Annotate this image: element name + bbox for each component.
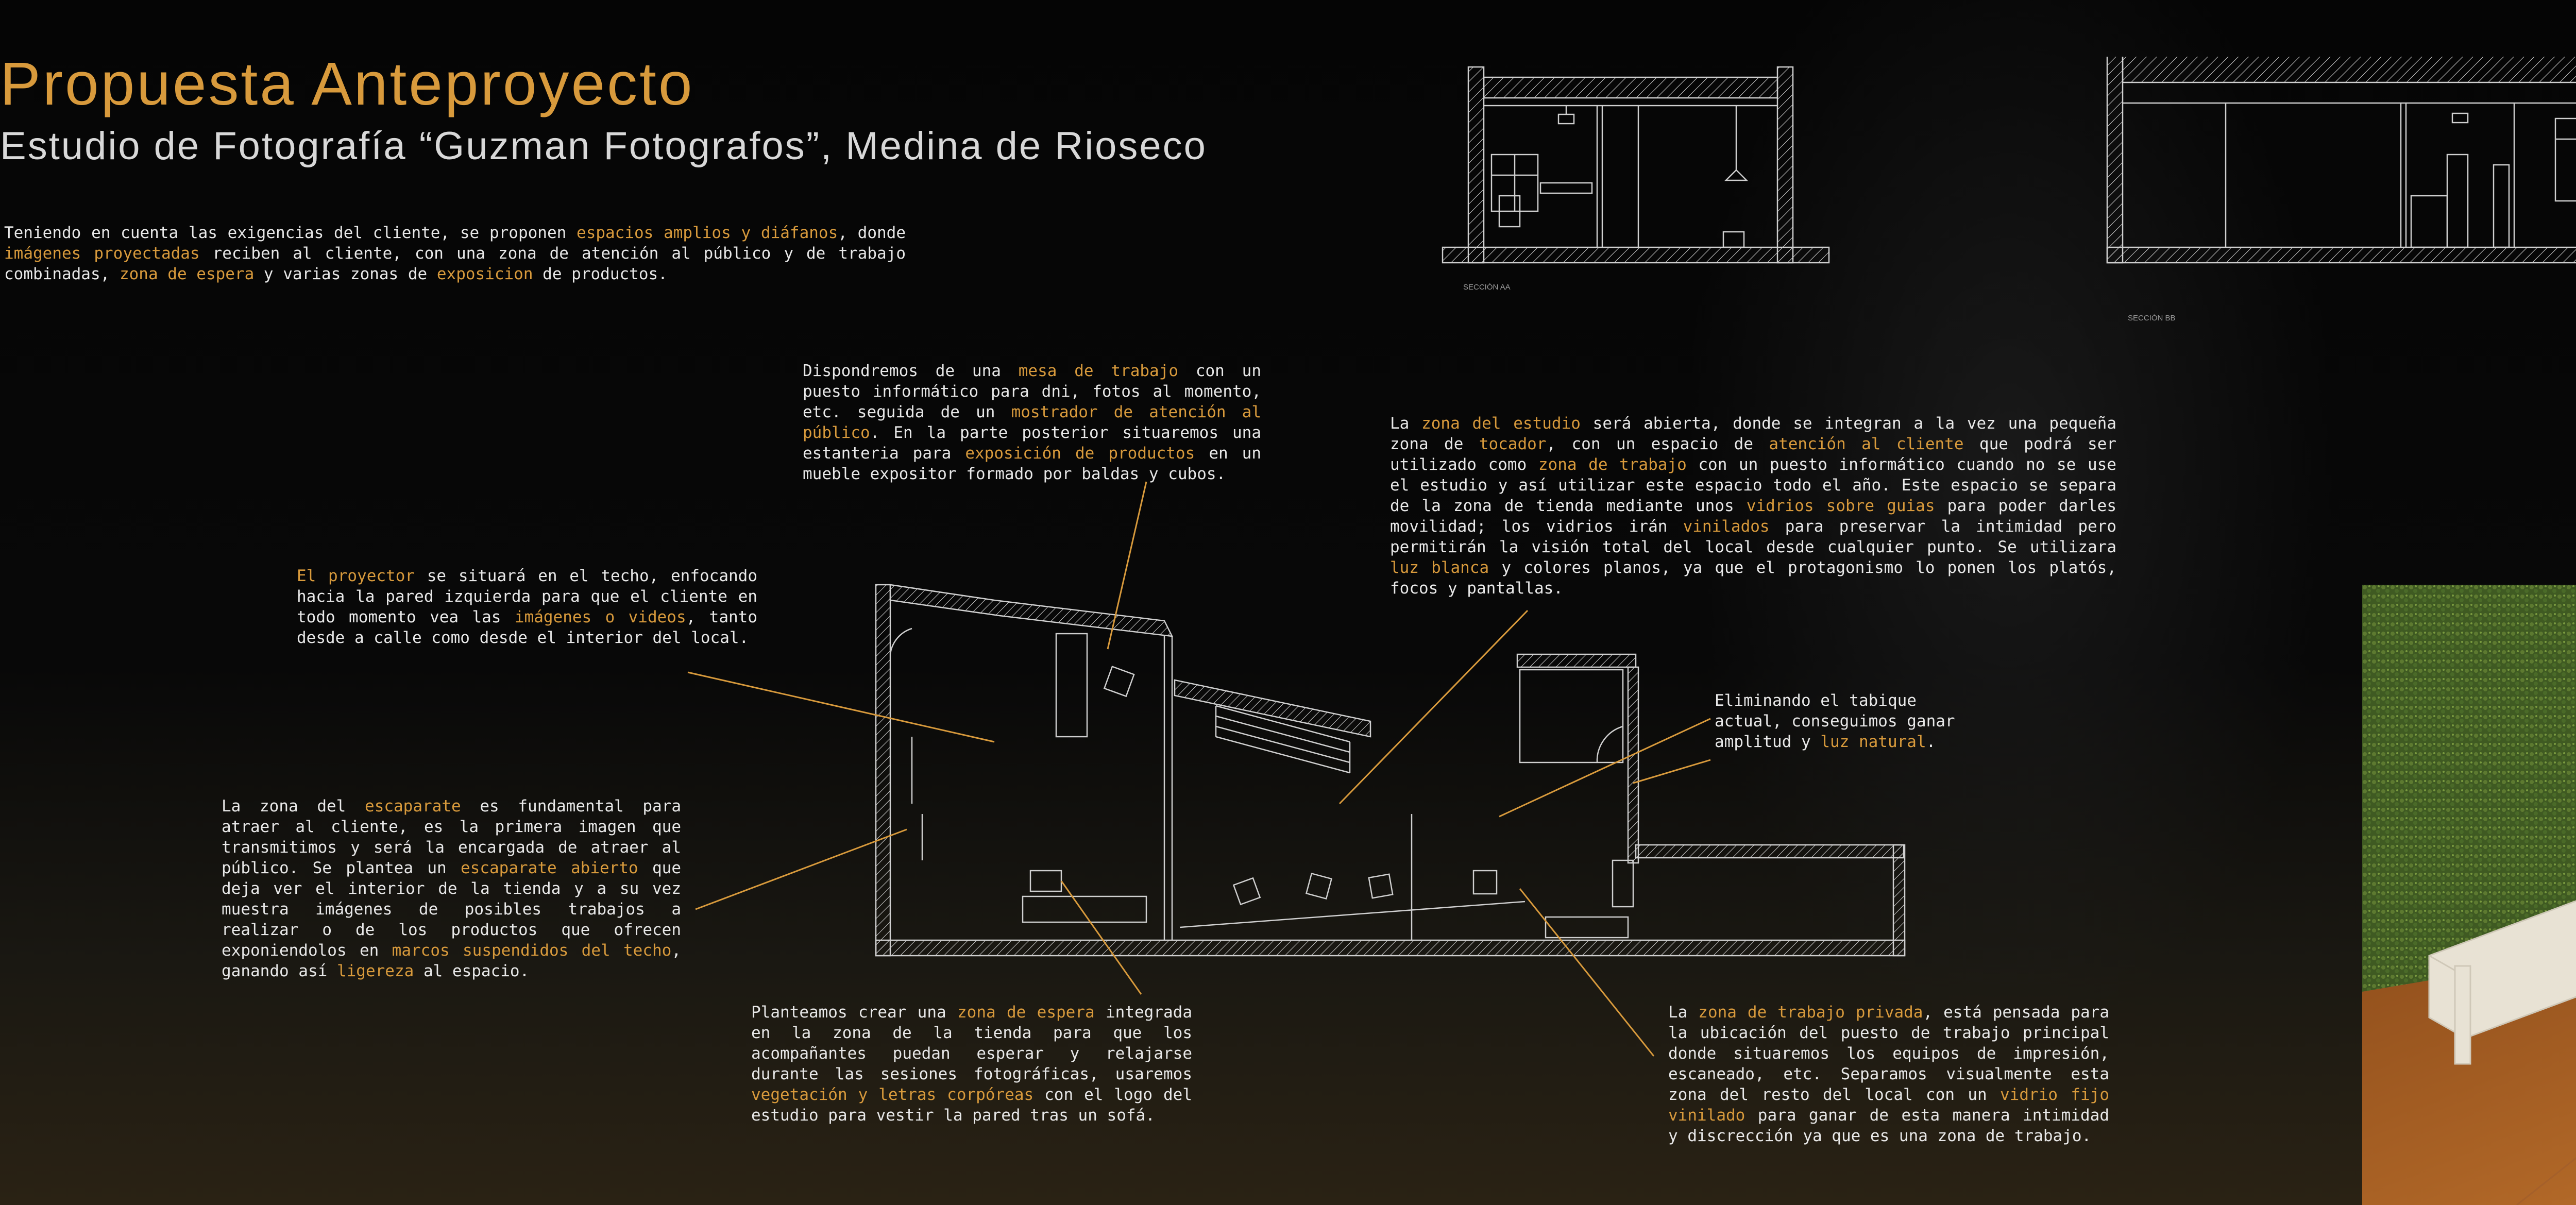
highlight-text: espacios amplios y diáfanos (577, 224, 838, 242)
body-text: y colores planos, ya que el protagonismo lo ponen los platós, focos y pantallas. (1390, 558, 2116, 598)
body-text: se situará en el techo, enfocando hacia la pared izquierda para que el cliente en todo momento vea las (297, 567, 757, 626)
section-bb-drawing (2107, 57, 2576, 263)
body-text: que deja ver el interior de la tienda y a su vez muestra imágenes de posibles trabajos a realizar o de los productos que ofrecen exponiendolos en (222, 859, 681, 960)
body-text: que podrá ser utilizado como (1390, 435, 2117, 474)
body-text: será abierta, donde se integran a la vez una pequeña zona de (1390, 414, 2117, 453)
interior-render (2362, 585, 2576, 1205)
highlight-text: zona de trabajo (1538, 455, 1687, 474)
highlight-text: atención al cliente (1769, 435, 1964, 453)
highlight-text: vidrios sobre guias (1746, 497, 1935, 515)
highlight-text: vinilados (1683, 517, 1770, 536)
highlight-text: zona de trabajo privada (1698, 1003, 1923, 1022)
highlight-text: El proyector (297, 567, 415, 585)
highlight-text: luz blanca (1390, 558, 1489, 577)
note-escaparate (222, 796, 681, 981)
intro-text (4, 223, 906, 284)
body-text: Eliminando el tabique actual, conseguimos ganar amplitud y (1715, 691, 1955, 751)
section-aa-drawing (1443, 67, 1829, 263)
body-text: al espacio. (414, 962, 530, 980)
body-text: , con un espacio de (1546, 435, 1769, 453)
highlight-text: zona de espera (119, 265, 255, 283)
body-text: con el logo del estudio para vestir la pared tras un sofá. (751, 1085, 1192, 1125)
body-text: Dispondremos de una (803, 362, 1019, 380)
body-text: con un puesto informático para dni, fotos al momento, etc. seguida de un (803, 362, 1261, 421)
page-subtitle: Estudio de Fotografía “Guzman Fotografos”, Medina de Rioseco (0, 124, 1207, 168)
body-text: para ganar de esta manera intimidad y discrección ya que es una zona de trabajo. (1668, 1106, 2109, 1145)
note-zona-espera (751, 1002, 1192, 1126)
body-text: Teniendo en cuenta las exigencias del cliente, se proponen (4, 224, 577, 242)
highlight-text: vidrio fijo vinilado (1668, 1085, 2109, 1125)
body-text: . En la parte posterior situaremos una estanteria para (803, 423, 1261, 463)
page-title: Propuesta Anteproyecto (0, 50, 694, 118)
body-text: La (1390, 414, 1422, 433)
note-trabajo-privada (1668, 1002, 2109, 1146)
body-text: reciben al cliente, con una zona de atención al público y de trabajo combinadas, (4, 244, 906, 283)
body-text: Planteamos crear una (751, 1003, 957, 1022)
section-aa-label: SECCIÓN AA (1463, 283, 1511, 292)
body-text: , está pensada para la ubicación del puesto de trabajo principal donde situaremos los equipos de impresión, escaneado, etc. Separamos visualmente esta zona del resto del local con un (1668, 1003, 2110, 1104)
highlight-text: exposición de productos (965, 444, 1195, 463)
highlight-text: zona de espera (957, 1003, 1095, 1022)
highlight-text: imágenes o videos (514, 608, 686, 626)
floor-plan-walls (876, 585, 1905, 956)
highlight-text: zona del estudio (1421, 414, 1581, 433)
body-text: de productos. (533, 265, 668, 283)
note-proyector (297, 566, 757, 648)
note-mesa-trabajo (803, 361, 1261, 484)
body-text: para preservar la intimidad pero permitirán la visión total del local desde cualquier punto. Se utilizara (1390, 517, 2116, 556)
body-text: , donde (838, 224, 906, 242)
body-text: . (1926, 733, 1936, 751)
body-text: La zona del (222, 797, 365, 816)
floor-plan (855, 572, 1906, 969)
body-text: integrada en la zona de la tienda para que los acompañantes puedan esperar y relajarse durante las sesiones fotográficas, usaremos (751, 1003, 1192, 1083)
highlight-text: mostrador de atención al público (803, 403, 1261, 442)
body-text: y varias zonas de (254, 265, 437, 283)
body-text: , ganando así (222, 941, 681, 980)
building-sections (1432, 57, 2576, 335)
body-text: con un puesto informático cuando no se use el estudio y así utilizar este espacio todo el año. Este espacio se separa de la zona de tienda mediante unos (1390, 455, 2116, 515)
body-text: en un mueble expositor formado por baldas y cubos. (803, 444, 1262, 483)
highlight-text: luz natural (1820, 733, 1926, 751)
highlight-text: exposicion (436, 265, 533, 283)
body-text: es fundamental para atraer al cliente, es la primera imagen que transmitimos y será la encargada de atraer al público. Se plantea un (222, 797, 681, 877)
highlight-text: escaparate abierto (461, 859, 638, 877)
highlight-text: vegetación y letras corpóreas (751, 1085, 1034, 1104)
highlight-text: ligereza (336, 962, 414, 980)
section-bb-label: SECCIÓN BB (2128, 314, 2176, 323)
body-text: La (1668, 1003, 1699, 1022)
body-text: para poder darles movilidad; los vidrios irán (1390, 497, 2116, 536)
highlight-text: mesa de trabajo (1018, 362, 1179, 380)
highlight-text: imágenes proyectadas (4, 244, 200, 263)
body-text: , tanto desde a calle como desde el interior del local. (297, 608, 758, 647)
highlight-text: tocador (1479, 435, 1547, 453)
note-zona-estudio (1390, 413, 2116, 599)
highlight-text: escaparate (365, 797, 461, 816)
highlight-text: marcos suspendidos del techo (392, 941, 672, 960)
